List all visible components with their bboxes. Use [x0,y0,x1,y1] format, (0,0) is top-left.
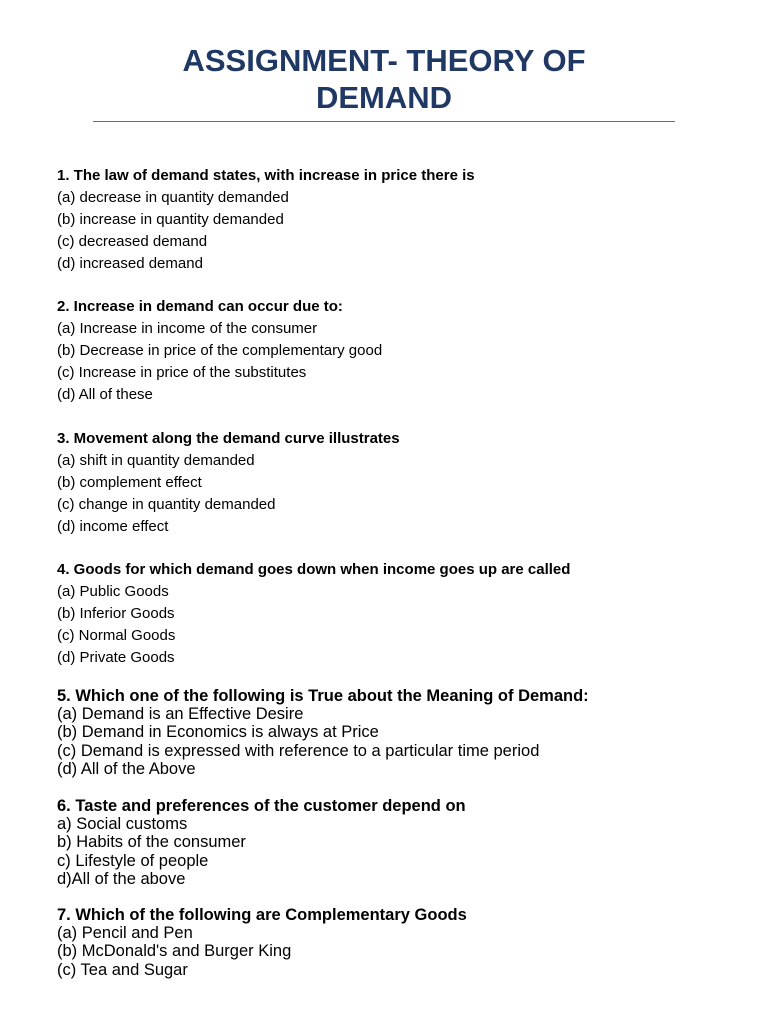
option-a: (a) Public Goods [57,583,169,600]
title-divider [93,121,675,122]
option-c: (c) Increase in price of the substitutes [57,364,307,381]
question-7 [57,906,737,979]
question-4 [57,559,737,669]
option-d: (d) Private Goods [57,649,175,666]
option-c: (c) Tea and Sugar [57,960,188,979]
question-1 [57,165,737,275]
option-d: (d) increased demand [57,255,203,272]
question-text: 1. The law of demand states, with increase in price there is [57,167,475,184]
title-line-2: DEMAND [315,80,453,115]
question-3 [57,428,737,538]
option-a: (a) Demand is an Effective Desire [57,705,304,724]
option-d: (d) income effect [57,518,169,535]
question-5 [57,687,737,778]
option-c: (c) decreased demand [57,233,208,250]
question-text: 3. Movement along the demand curve illustrates [57,430,400,447]
option-b: (b) Inferior Goods [57,605,175,622]
option-c: (c) Demand is expressed with reference to a particular time period [57,741,540,760]
title-line-1: ASSIGNMENT- THEORY OF [182,43,586,78]
option-b: b) Habits of the consumer [57,833,246,852]
option-a: (a) shift in quantity demanded [57,452,255,469]
option-b: (b) Decrease in price of the complementary good [57,342,383,359]
option-d: (d) All of these [57,386,153,403]
question-text: 5. Which one of the following is True about the Meaning of Demand: [57,687,589,705]
option-a: (a) decrease in quantity demanded [57,189,289,206]
question-text: 2. Increase in demand can occur due to: [57,298,343,315]
option-d: (d) All of the Above [57,759,196,778]
option-b: (b) Demand in Economics is always at Price [57,723,379,742]
option-b: (b) complement effect [57,474,202,491]
option-c: (c) change in quantity demanded [57,496,276,513]
document-title [0,42,768,116]
option-a: (a) Increase in income of the consumer [57,320,318,337]
option-b: (b) McDonald's and Burger King [57,942,292,961]
option-c: (c) Normal Goods [57,627,176,644]
question-text: 7. Which of the following are Complementary Goods [57,906,467,924]
option-a: (a) Pencil and Pen [57,924,193,943]
question-2 [57,296,737,406]
question-text: 4. Goods for which demand goes down when income goes up are called [57,561,571,578]
question-text: 6. Taste and preferences of the customer depend on [57,797,466,815]
question-6 [57,797,737,888]
option-d: d)All of the above [57,869,186,888]
option-b: (b) increase in quantity demanded [57,211,284,228]
option-a: a) Social customs [57,815,188,834]
option-c: c) Lifestyle of people [57,851,209,870]
